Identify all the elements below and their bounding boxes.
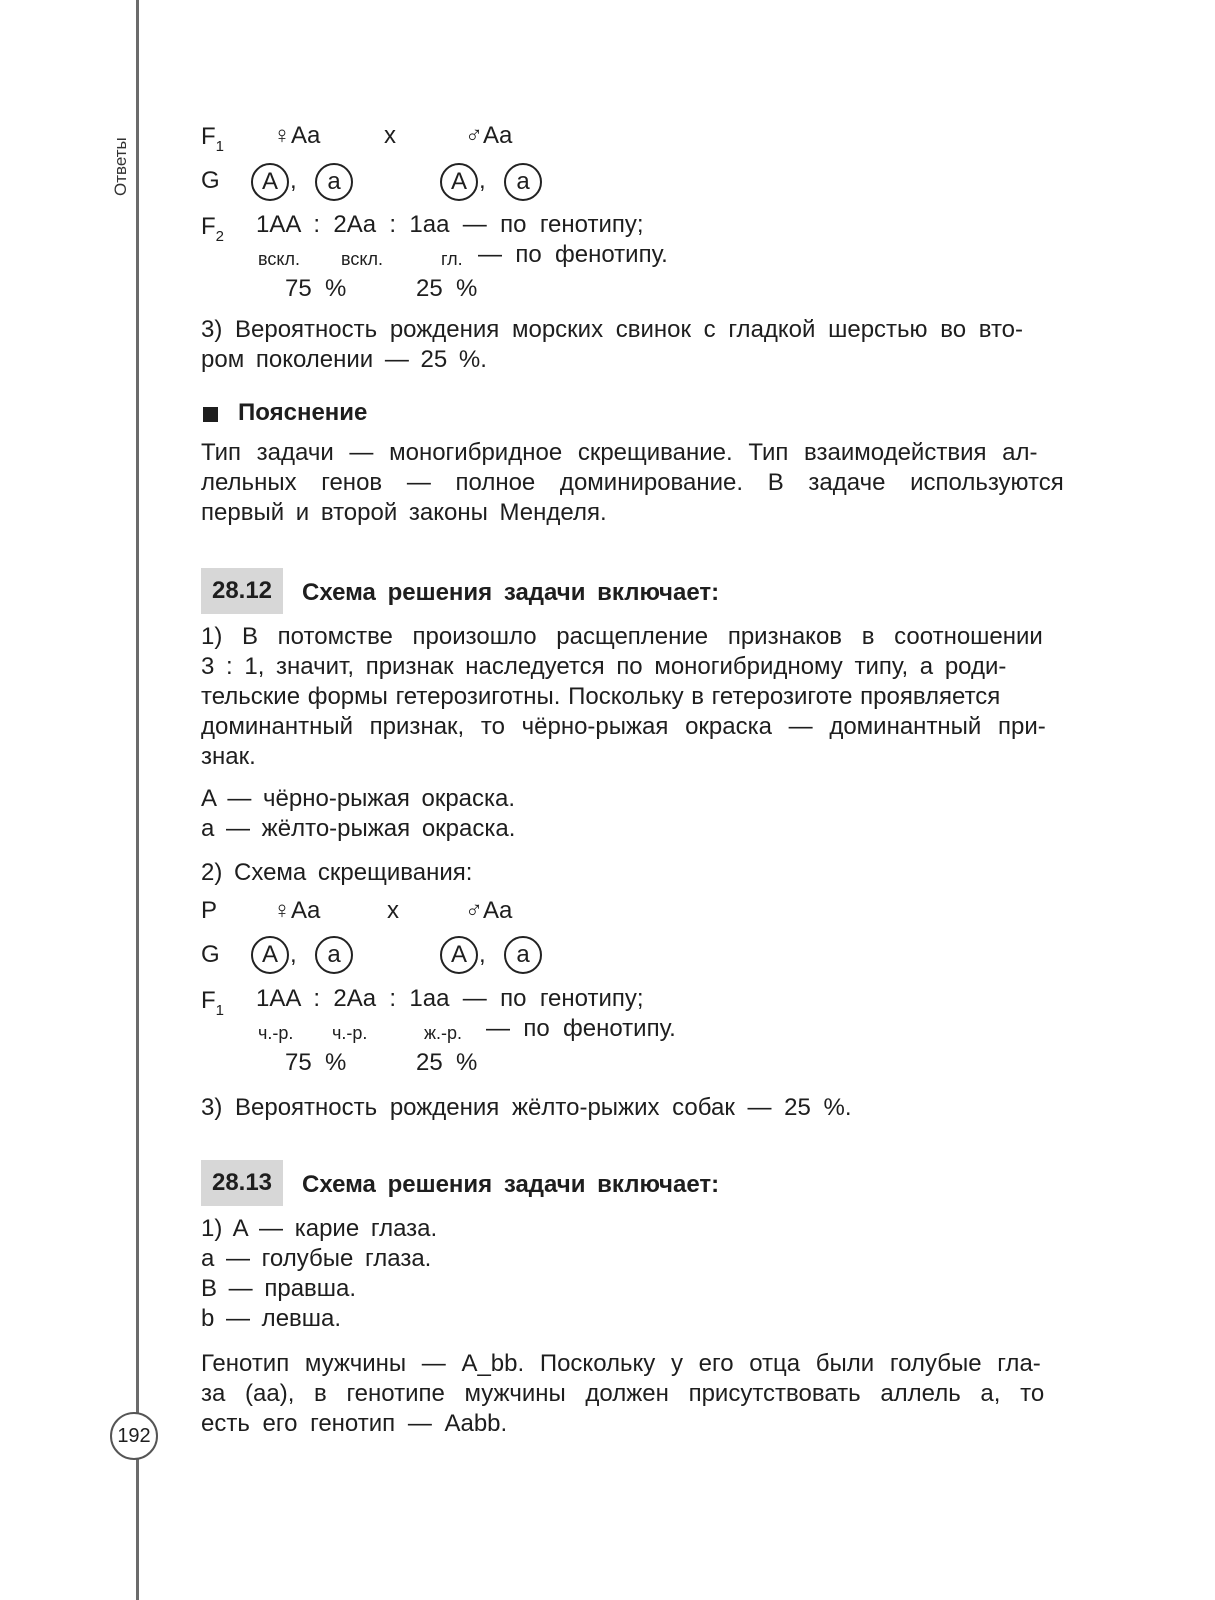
explanation-line: лельных генов — полное доминирование. В задаче используются [201, 469, 1064, 496]
genotype-ratio: 1AA : 2Aa : 1aa — по генотипу; [256, 985, 644, 1012]
cross-sign: x [384, 122, 396, 149]
explanation-line: Тип задачи — моногибридное скрещивание. Тип взаимодействия ал- [201, 439, 1038, 466]
paragraph-line: тельские формы гетерозиготны. Поскольку в гетерозиготе проявляется [201, 683, 1001, 710]
gamete-circle: A [251, 936, 289, 974]
task-heading: Схема решения задачи включает: [302, 1171, 720, 1198]
probability-line: ром поколении — 25 %. [201, 346, 487, 373]
f1-label: $F_1$ [201, 987, 225, 1019]
gamete-circle: a [315, 936, 353, 974]
g-label: G [201, 941, 220, 968]
genotype-ratio: 1AA : 2Aa : 1aa — по генотипу; [256, 211, 644, 238]
gamete-circle: a [315, 163, 353, 201]
task-number: 28.13 [201, 1160, 283, 1206]
female-genotype: ♀Aa [273, 122, 321, 149]
probability-line: 3) Вероятность рождения морских свинок с гладкой шерстью во вто- [201, 316, 1023, 343]
paragraph-line: доминантный признак, то чёрно-рыжая окраска — доминантный при- [201, 713, 1046, 740]
f2-label: $F_2$ [201, 213, 225, 245]
cross-scheme-heading: 2) Схема скрещивания: [201, 859, 473, 886]
allele-definition: a — жёлто-рыжая окраска. [201, 815, 516, 842]
bullet-square [203, 407, 218, 422]
phenotype-tail: — по фенотипу. [486, 1015, 676, 1042]
task-heading: Схема решения задачи включает: [302, 579, 720, 606]
phenotype-label: ч.-р. [258, 1023, 294, 1043]
gamete-circle: A [440, 163, 478, 201]
gamete-circle: A [440, 936, 478, 974]
percent: 75 % [285, 1049, 347, 1076]
phenotype-label: вскл. [341, 249, 383, 269]
percent: 75 % [285, 275, 347, 302]
f1-label: $F_1$ [201, 123, 225, 155]
female-genotype: ♀Aa [273, 897, 321, 924]
percent: 25 % [416, 275, 478, 302]
margin-rule [136, 0, 139, 1600]
allele-definition: b — левша. [201, 1305, 342, 1332]
paragraph-line: 1) В потомстве произошло расщепление признаков в соотношении [201, 623, 1043, 650]
allele-definition: a — голубые глаза. [201, 1245, 432, 1272]
phenotype-label: вскл. [258, 249, 300, 269]
male-genotype: ♂Aa [465, 122, 513, 149]
page-number: 192 [110, 1412, 158, 1460]
p-label: P [201, 897, 218, 924]
allele-definition: B — правша. [201, 1275, 357, 1302]
phenotype-tail: — по фенотипу. [478, 241, 668, 268]
male-genotype: ♂Aa [465, 897, 513, 924]
cross-sign: x [387, 897, 399, 924]
paragraph-line: за (aa), в генотипе мужчины должен присутствовать аллель a, то [201, 1380, 1045, 1407]
probability-line: 3) Вероятность рождения жёлто-рыжих собак — 25 %. [201, 1094, 852, 1121]
phenotype-label: ч.-р. [332, 1023, 368, 1043]
phenotype-label: ж.-р. [424, 1023, 463, 1043]
percent: 25 % [416, 1049, 478, 1076]
explanation-line: первый и второй законы Менделя. [201, 499, 607, 526]
paragraph-line: есть его генотип — Aabb. [201, 1410, 508, 1437]
paragraph-line: 3 : 1, значит, признак наследуется по моногибридному типу, а роди- [201, 653, 1007, 680]
allele-definition: A — чёрно-рыжая окраска. [201, 785, 516, 812]
task-number: 28.12 [201, 568, 283, 614]
gamete-circle: a [504, 936, 542, 974]
paragraph-line: знак. [201, 743, 256, 770]
gamete-circle: A [251, 163, 289, 201]
running-head: Ответы [111, 137, 130, 196]
allele-definition: 1) A — карие глаза. [201, 1215, 438, 1242]
paragraph-line: Генотип мужчины — A_bb. Поскольку у его отца были голубые гла- [201, 1350, 1041, 1377]
book-page: Ответы 192 $F_1$ ♀Aa x ♂Aa G A , a A , a $F_2$ 1AA : 2Aa : 1aa — по генотипу; вскл. вскл. гл. — по фенотипу. 75 % 25 % 3) Вероятность рождения морских свинок с гладкой шерстью во вто- ром поколении — 25 %. Пояснение Тип задачи — моногибридное скрещивание. Тип взаимодействия ал- лельных генов — полное доминирование. В задаче используются первый и второй законы Менделя. 28.12 Схема решения задачи включает: 1) В потомстве произошло расщепление признаков в соотношении 3 : 1, значит, признак наследуется по моногибридному типу, а роди- тельские формы гетерозиготны. Поскольку в гетерозиготе проявляется доминантный признак, то чёрно-рыжая окраска — доминантный при- знак. A — чёрно-рыжая окраска. a — жёлто-рыжая окраска. 2) Схема скрещивания: P ♀Aa x ♂Aa G A , a A , a $F_1$ 1AA : 2Aa : 1aa — по генотипу; ч.-р. ч.-р. ж.-р. — по фенотипу. 75 % 25 % 3) Вероятность рождения жёлто-рыжих собак — 25 %. 28.13 Схема решения задачи включает: 1) A — карие глаза. a — голубые глаза. B — правша. b — левша. Генотип мужчины — A_bb. Поскольку у его отца были голубые гла- за (aa), в генотипе мужчины должен присутствовать аллель a, то есть его генотип — Aabb. [0, 0, 1215, 1600]
gamete-circle: a [504, 163, 542, 201]
g-label: G [201, 167, 220, 194]
explanation-title: Пояснение [238, 399, 368, 426]
phenotype-label: гл. [441, 249, 463, 269]
